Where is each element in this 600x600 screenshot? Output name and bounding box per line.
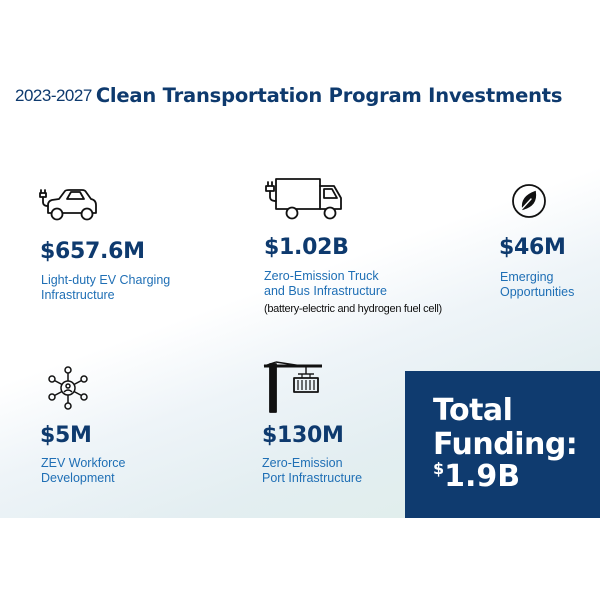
label-workforce: [41, 456, 126, 486]
label-emerging-line1: Emerging: [500, 270, 554, 284]
total-value: 1.9B: [444, 459, 521, 494]
total-label-line2: Funding:: [433, 427, 578, 462]
label-truck-bus-line2: and Bus Infrastructure: [264, 284, 387, 298]
label-light-duty-line2: Infrastructure: [41, 288, 115, 302]
title-years: 2023-2027: [15, 86, 92, 105]
total-currency: $: [433, 459, 445, 478]
label-truck-bus: [264, 269, 387, 299]
total-amount: [433, 459, 520, 494]
total-funding-box: [405, 371, 600, 518]
label-truck-bus-line1: Zero-Emission Truck: [264, 269, 379, 283]
label-emerging-line2: Opportunities: [500, 285, 575, 299]
label-emerging: [500, 270, 574, 300]
amount-light-duty: $657.6M: [40, 239, 145, 264]
label-light-duty: [41, 273, 170, 303]
amount-emerging: $46M: [499, 235, 566, 260]
port-crane-icon: [262, 358, 324, 414]
leaf-circle-icon: [511, 183, 547, 219]
label-port-line1: Zero-Emission: [262, 456, 343, 470]
workforce-network-icon: [46, 366, 90, 410]
amount-workforce: $5M: [40, 423, 92, 448]
electric-truck-icon: [262, 176, 346, 222]
label-workforce-line1: ZEV Workforce: [41, 456, 126, 470]
label-light-duty-line1: Light-duty EV Charging: [41, 273, 171, 287]
label-port: [262, 456, 362, 486]
amount-port: $130M: [262, 423, 344, 448]
title-main: Clean Transportation Program Investments: [95, 84, 563, 107]
label-port-line2: Port Infrastructure: [262, 471, 363, 485]
total-label-line1: Total: [433, 393, 513, 428]
page-title: [15, 84, 562, 107]
note-truck-bus: (battery-electric and hydrogen fuel cell): [264, 303, 442, 315]
amount-truck-bus: $1.02B: [264, 235, 349, 260]
electric-car-icon: [38, 186, 100, 224]
label-workforce-line2: Development: [41, 471, 115, 485]
